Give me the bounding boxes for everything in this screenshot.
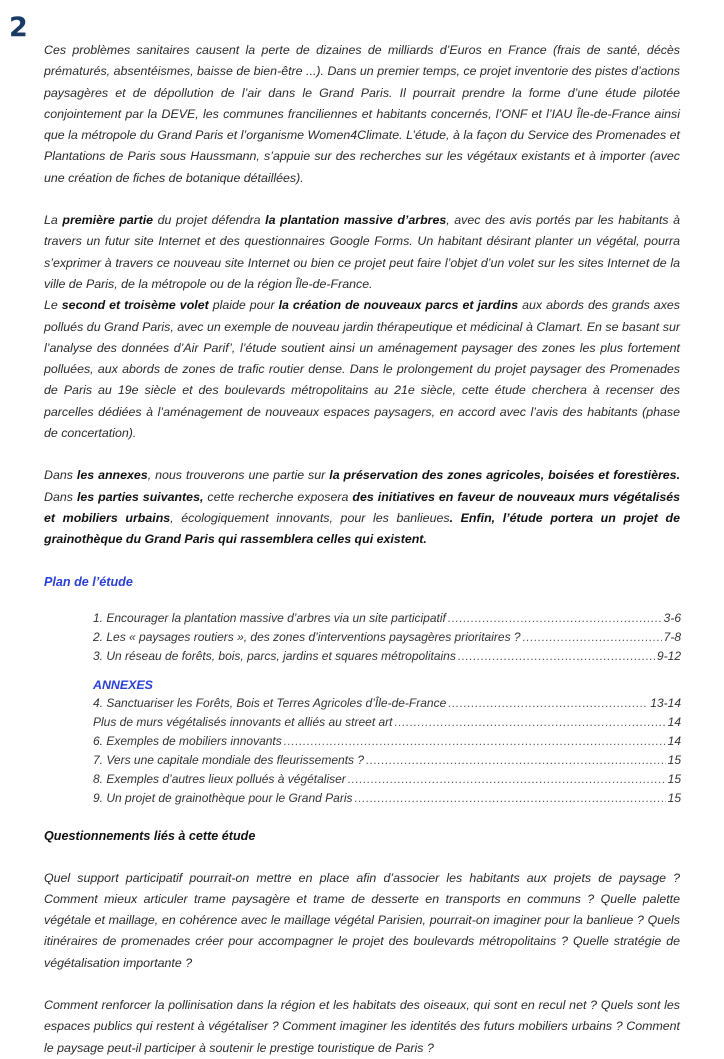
emphasis: la création de nouveaux parcs et jardins (278, 298, 519, 313)
emphasis: les parties suivantes, (76, 489, 204, 504)
toc-page: 15 (667, 752, 681, 767)
page-number: 2 (9, 12, 28, 43)
toc-item[interactable]: 3. Un réseau de forêts, bois, parcs, jardins et squares métropolitains ..... 9-12 (93, 647, 681, 666)
questions-paragraph-1: Quel support participatif pourrait-on mettre en place afin d’associer les habitants aux projets de paysage ? Comment mieux articuler trame paysagère et trame de desserte en transports en communs ? Quelle palette végétale et maillage, en cohérence avec le maillage végétal Parisien, pourrait-on imaginer pour la banlieue ? Quels itinéraires de promenades créer pour accompagner le projet des boulevards métropolitains ? Quelle stratégie de végétalisation importante ? (44, 870, 680, 970)
annexes-heading: ANNEXES (93, 677, 153, 692)
toc-page: 9-12 (656, 648, 681, 663)
toc-page: 13-14 (650, 695, 681, 710)
toc-leader (366, 751, 666, 770)
table-of-contents (93, 609, 681, 808)
intro-paragraph: Ces problèmes sanitaires causent la perte de dizaines de milliards d’Euros en France (frais de santé, décès prématurés, absentéismes, baisse de bien-être ...). Dans un premier temps, ce projet inventorie des pistes d’actions paysagères et de dépollution de l’air dans le Grand Paris. Il pourrait prendre la forme d’une étude pilotée conjointement par la DEVE, les communes franciliennes et habitants concernés, l’ONF et l’IAU Île-de-France ainsi que la métropole du Grand Paris et l’organisme Women4Climate. L’étude, à la façon du Service des Promenades et Plantations de Paris sous Haussmann, s’appuie sur des recherches sur les végétaux existants et à importer (avec une création de fiches de botanique détaillées). (44, 43, 680, 185)
toc-page: 15 (667, 771, 681, 786)
toc-leader (458, 647, 655, 666)
emphasis: des initiatives en faveur de nouveaux murs végétalisés et mobiliers urbains (44, 489, 680, 525)
toc-leader (448, 609, 662, 628)
questions-paragraph-2: Comment renforcer la pollinisation dans la région et les habitats des oiseaux, qui sont en recul net ? Quels sont les espaces publics qui restent à végétaliser ? Comment imaginer les identités des futurs mobiliers urbains ? Comment le paysage peut-il participer à soutenir le prestige touristique de Paris ? (44, 998, 680, 1055)
part2-paragraph: Le second et troisème volet plaide pour la création de nouveaux parcs et jardins aux abords des grands axes pollués du Grand Paris, avec un exemple de nouveau jardin thérapeutique et médicinal à Clamart. En se basant sur l’analyse des données d’Air Parif’, l’étude soutient ainsi un aménagement paysager des zones les plus fortement polluées, aux abords de zones de trafic routier dense. Dans le prolongement du projet paysager des Promenades de Paris au 19e siècle et des boulevards métropolitains au 21e siècle, cette étude cherchera à recenser des parcelles dédiées à l’aménagement de nouveaux espaces paysagers, en accord avec l’avis des habitants (phase de concertation). (44, 298, 680, 441)
emphasis: la préservation des zones agricoles, boisées et forestières. (329, 468, 681, 483)
emphasis: . Enfin, l’étude portera un projet de grainothèque du Grand Paris qui rassemblera celles qui existent. (44, 510, 680, 547)
toc-leader (523, 628, 662, 647)
toc-page: 14 (667, 733, 681, 748)
toc-leader (394, 713, 665, 732)
toc-annex-item[interactable]: 6. Exemples de mobiliers innovants ..... 14 (93, 732, 681, 751)
toc-annex-item[interactable]: 9. Un projet de grainothèque pour le Grand Paris ..... 15 (93, 789, 681, 808)
emphasis: première partie (62, 213, 154, 228)
toc-page: 3-6 (663, 610, 681, 625)
toc-annex-item[interactable]: 4. Sanctuariser les Forêts, Bois et Terres Agricoles d’Île-de-France ..... 13-14 (93, 694, 681, 713)
toc-item[interactable]: 1. Encourager la plantation massive d’arbres via un site participatif ..... 3-6 (93, 609, 681, 628)
toc-item[interactable]: 2. Les « paysages routiers », des zones d’interventions paysagères prioritaires ? ..... 7-8 (93, 628, 681, 647)
part1-paragraph: La première partie du projet défendra la plantation massive d’arbres, avec des avis portés par les habitants à travers un futur site Internet et des questionnaires Google Forms. Un habitant désirant planter un végétal, pourra s’exprimer à travers ce nouveau site Internet ou bien ce projet peut faire l’objet d’un volet sur les sites Internet de la ville de Paris, de la métropole ou de la région Île-de-France. (44, 213, 680, 291)
annexes-paragraph: Dans les annexes, nous trouverons une partie sur la préservation des zones agricoles, boisées et forestières. Dans les parties suivantes, cette recherche exposera des initiatives en faveur de nouveaux murs végétalisés et mobiliers urbains, écologiquement innovants, pour les banlieues. Enfin, l’étude portera un projet de grainothèque du Grand Paris qui rassemblera celles qui existent. (44, 468, 681, 547)
toc-leader (355, 789, 666, 808)
toc-page: 7-8 (663, 629, 681, 644)
toc-leader (348, 770, 666, 789)
emphasis: second et troisème volet (61, 298, 209, 313)
emphasis: les annexes (76, 468, 148, 483)
toc-page: 15 (667, 790, 681, 805)
toc-annex-item[interactable]: 8. Exemples d’autres lieux pollués à végétaliser ..... 15 (93, 770, 681, 789)
document-body (44, 40, 680, 1059)
toc-annex-item[interactable]: Plus de murs végétalisés innovants et alliés au street art ..... 14 (93, 713, 681, 732)
toc-annex-item[interactable]: 7. Vers une capitale mondiale des fleurissements ? ..... 15 (93, 751, 681, 770)
questions-heading: Questionnements liés à cette étude (44, 828, 256, 843)
plan-heading: Plan de l’étude (44, 574, 133, 589)
emphasis: la plantation massive d’arbres (265, 213, 447, 228)
toc-leader (448, 694, 648, 713)
toc-page: 14 (667, 714, 681, 729)
toc-leader (284, 732, 666, 751)
